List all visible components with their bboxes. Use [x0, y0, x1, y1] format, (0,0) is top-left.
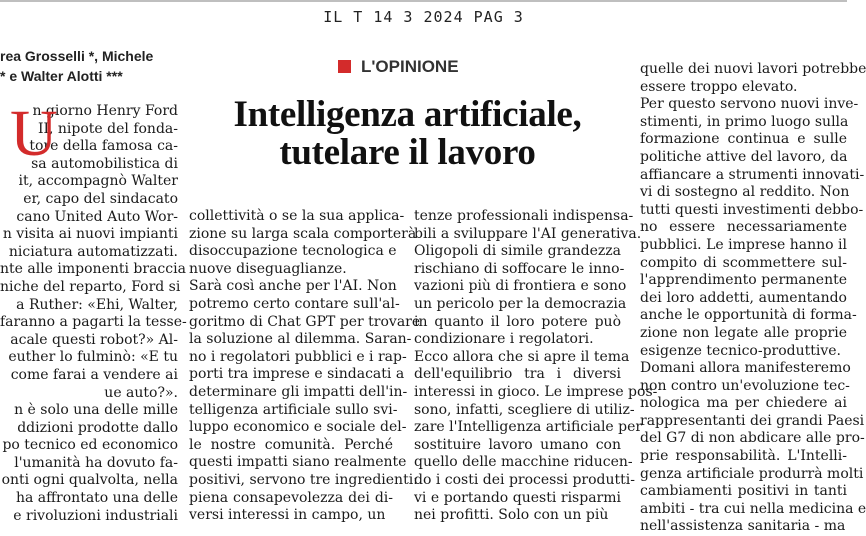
text-line: come farai a vendere ai	[10, 366, 178, 383]
text-line: ha affrontato una delle	[15, 490, 178, 507]
text-line: zione non legate alle proprie	[640, 324, 847, 341]
text-line: interessi in gioco. Le imprese pos-	[414, 383, 658, 400]
text-line: un pericolo per la democrazia	[414, 295, 627, 312]
text-line: nologica ma per chiedere ai	[640, 395, 847, 412]
text-line: Domani allora manifesteremo	[640, 360, 851, 377]
byline-line: rea Grosselli *, Michele	[0, 48, 154, 64]
text-line: Per questo servono nuovi inve-	[640, 96, 859, 113]
text-line: tore della famosa ca-	[29, 138, 178, 155]
text-line: ddizioni prodotte dallo	[17, 419, 178, 436]
headline-line: Intelligenza artificiale,	[233, 94, 582, 135]
text-line: niche del reparto, Ford si	[0, 278, 181, 295]
text-line: it, accompagnò Walter	[18, 173, 178, 190]
text-line: quello delle macchine riducen-	[414, 454, 633, 471]
text-line: essere troppo elevato.	[640, 78, 798, 95]
text-line: no essere necessariamente	[640, 219, 847, 236]
text-line: nei profitti. Solo con un più	[414, 507, 609, 524]
text-line: sa automobilistica di	[31, 155, 178, 172]
section-label	[338, 56, 459, 78]
text-line: collettività o se la sua applica-	[189, 208, 405, 224]
text-line: prie responsabilità. L'Intelli-	[640, 448, 847, 465]
text-line: esigenze tecnico-produttive.	[640, 342, 842, 359]
text-line: determinare gli impatti dell'in-	[189, 383, 408, 400]
byline	[0, 46, 180, 86]
text-line: onti ogni qualvolta, nella	[1, 472, 178, 489]
text-line: le nostre comunità. Perché	[189, 436, 393, 453]
text-line: condizionare i regolatori.	[414, 331, 594, 348]
text-line: e rivoluzioni industriali	[13, 507, 178, 524]
text-line: disoccupazione tecnologica e	[189, 243, 397, 260]
text-line: n è solo una delle mille	[14, 402, 178, 419]
text-line: ue auto?».	[104, 384, 178, 401]
headline-line: tutelare il lavoro	[279, 132, 536, 173]
text-line: tenze professionali indispensa-	[414, 208, 634, 224]
text-line: sono, infatti, scegliere di utiliz-	[414, 401, 635, 418]
text-line: II, nipote del fonda-	[37, 120, 178, 137]
text-line: anche le opportunità di forma-	[640, 307, 857, 324]
text-line: n visita ai nuovi impianti	[2, 226, 178, 243]
text-line: non contro un'evoluzione tec-	[640, 377, 850, 394]
text-line: dei loro addetti, aumentando	[640, 289, 847, 306]
headline	[180, 96, 635, 172]
text-line: in quanto il loro potere può	[414, 313, 621, 330]
text-line: sostituire lavoro umano con	[414, 436, 621, 453]
text-line: rappresentanti dei grandi Paesi	[640, 412, 865, 429]
page-header: IL T 14 3 2024 PAG 3	[0, 0, 847, 30]
text-line: questi impatti siano realmente	[189, 454, 407, 471]
text-line: zare l'Intelligenza artificiale per	[414, 419, 643, 436]
text-line: positivi, servono tre ingredienti:	[189, 471, 418, 488]
text-line: niciatura automatizzati.	[8, 243, 178, 260]
text-line: goritmo di Chat GPT per trovare	[189, 313, 421, 330]
text-line: pubblici. Le imprese hanno il	[640, 236, 847, 253]
text-line: cano United Auto Wor-	[16, 208, 178, 225]
text-line: a Ruther: «Ehi, Walter,	[16, 296, 178, 313]
text-line: piena consapevolezza dei di-	[189, 489, 393, 506]
drop-cap: U	[10, 97, 58, 170]
text-line: cambiamenti positivi in tanti	[640, 483, 847, 500]
text-line: affiancare a strumenti innovati-	[640, 166, 865, 183]
text-line: genza artificiale produrrà molti	[640, 465, 864, 482]
text-line: nell'assistenza sanitaria - ma	[640, 518, 846, 535]
text-line: Ecco allora che si apre il tema	[414, 348, 630, 365]
text-line: vazioni più di frontiera e sono	[414, 278, 627, 295]
text-line: zione su larga scala comporterà	[189, 225, 417, 242]
text-line: euther lo fulminò: «E tu	[8, 349, 178, 366]
article-column-2	[189, 208, 421, 525]
text-line: dell'equilibrio tra i diversi	[414, 366, 621, 383]
article-column-1	[0, 97, 187, 525]
text-line: nte alle imponenti braccia	[0, 261, 186, 278]
text-line: faranno a pagarti la tesse-	[0, 314, 187, 331]
text-line: versi interessi in campo, un	[189, 507, 386, 524]
text-line: do i costi dei processi produtti-	[414, 471, 635, 488]
text-line: ambiti - tra cui nella medicina e	[640, 500, 866, 517]
text-line: er, capo del sindacato	[23, 190, 178, 207]
article-column-4	[640, 61, 866, 536]
text-line: formazione continua e sulle	[640, 131, 847, 148]
text-line: Sarà così anche per l'AI. Non	[189, 278, 397, 295]
text-line: rischiano di soffocare le inno-	[414, 260, 625, 277]
text-line: Oligopoli di simile grandezza	[414, 243, 621, 260]
text-line: telligenza artificiale sullo svi-	[189, 401, 398, 418]
section-square-icon	[338, 60, 351, 73]
text-line: l'umanità ha dovuto fa-	[14, 454, 178, 471]
text-line: la soluzione al dilemma. Saran-	[189, 331, 412, 348]
section-label-text: L'OPINIONE	[361, 57, 459, 76]
text-line: porti tra imprese e sindacati a	[189, 366, 405, 383]
article-column-3	[414, 208, 658, 525]
text-line: luppo economico e sociale del-	[189, 419, 407, 436]
text-line: vi e portando questi risparmi	[414, 489, 621, 506]
text-line: bili a sviluppare l'AI generativa.	[414, 225, 642, 242]
text-line: compito di scommettere sul-	[640, 254, 847, 271]
text-line: po tecnico ed economico	[2, 437, 178, 454]
text-line: vi di sostegno al reddito. Non	[640, 184, 850, 201]
text-line: acale questi robot?» Al-	[10, 331, 178, 348]
text-line: stimenti, in primo luogo sulla	[640, 113, 849, 130]
text-line: l'apprendimento permanente	[640, 272, 847, 289]
text-line: n giorno Henry Ford	[32, 103, 178, 119]
text-line: politiche attive del lavoro, da	[640, 148, 848, 165]
text-line: quelle dei nuovi lavori potrebbe	[640, 61, 866, 77]
text-line: nuove diseguaglianze.	[189, 260, 347, 277]
text-line: potremo certo contare sull'al-	[189, 295, 400, 312]
text-line: tutti questi investimenti debbo-	[640, 201, 864, 218]
byline-line: * e Walter Alotti ***	[0, 68, 123, 84]
text-line: del G7 di non abdicare alle pro-	[640, 430, 865, 447]
text-line: no i regolatori pubblici e i rap-	[189, 348, 407, 365]
